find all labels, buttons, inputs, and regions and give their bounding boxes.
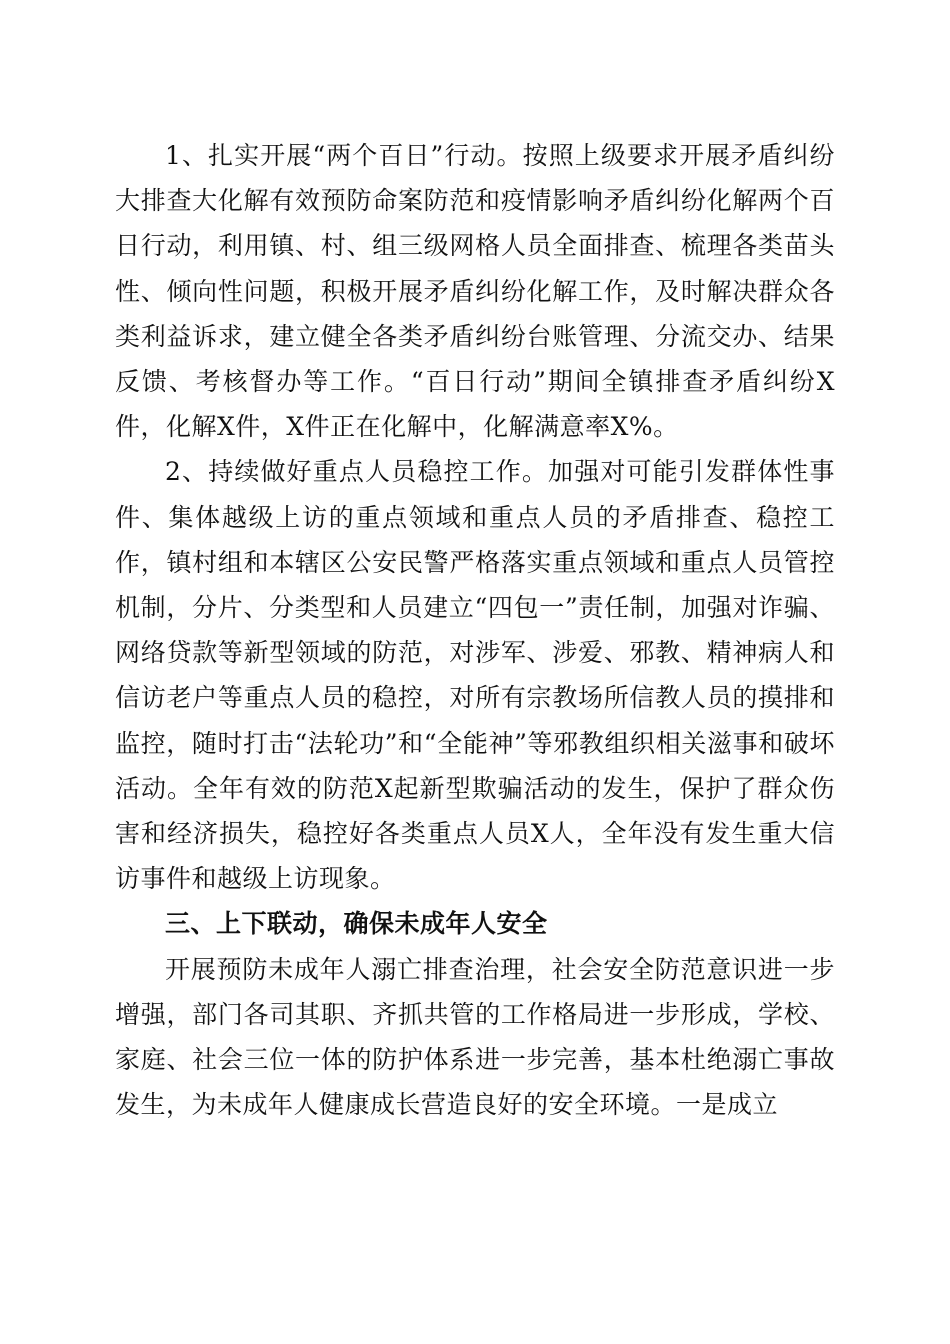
paragraph-key-personnel-control: 2、持续做好重点人员稳控工作。加强对可能引发群体性事件、集体越级上访的重点领域和重点人员的矛盾排查、稳控工作，镇村组和本辖区公安民警严格落实重点领域和重点人员管控机制，分片、分类型和人员建立“四包一”责任制，加强对诈骗、网络贷款等新型领域的防范，对涉军、涉爱、邪教、精神病人和信访老户等重点人员的稳控，对所有宗教场所信教人员的摸排和监控，随时打击“法轮功”和“全能神”等邪教组织相关滋事和破坏活动。全年有效的防范X起新型欺骗活动的发生，保护了群众伤害和经济损失，稳控好各类重点人员X人，全年没有发生重大信访事件和越级上访现象。 xyxy=(115,457,835,894)
document-body xyxy=(115,133,835,1127)
paragraph-two-hundred-days-action: 1、扎实开展“两个百日”行动。按照上级要求开展矛盾纠纷大排查大化解有效预防命案防范和疫情影响矛盾纠纷化解两个百日行动，利用镇、村、组三级网格人员全面排查、梳理各类苗头性、倾向性问题，积极开展矛盾纠纷化解工作，及时解决群众各类利益诉求，建立健全各类矛盾纠纷台账管理、分流交办、结果反馈、考核督办等工作。“百日行动”期间全镇排查矛盾纠纷X件，化解X件，X件正在化解中，化解满意率X%。 xyxy=(115,141,835,442)
paragraph-drowning-prevention: 开展预防未成年人溺亡排查治理，社会安全防范意识进一步增强，部门各司其职、齐抓共管的工作格局进一步形成，学校、家庭、社会三位一体的防护体系进一步完善，基本杜绝溺亡事故发生，为未成年人健康成长营造良好的安全环境。一是成立 xyxy=(115,954,835,1120)
section-heading-minor-safety: 三、上下联动，确保未成年人安全 xyxy=(165,909,548,939)
